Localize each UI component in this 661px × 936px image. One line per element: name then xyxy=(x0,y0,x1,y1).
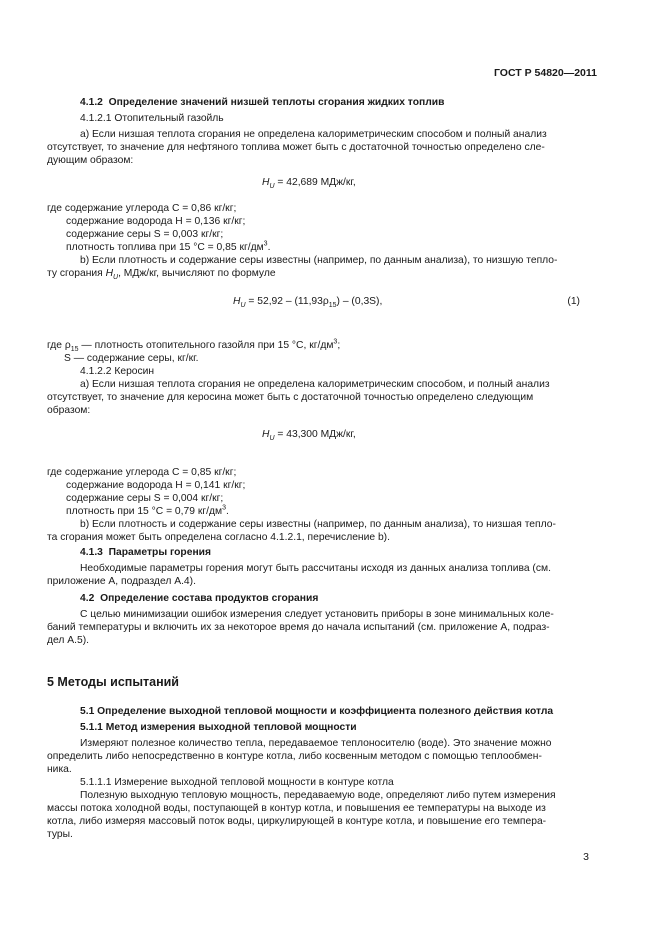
section-heading-4-1-2 xyxy=(80,97,444,109)
text: ; xyxy=(337,340,341,351)
paragraph-line: ника. xyxy=(47,764,72,775)
var-h: H xyxy=(233,296,241,307)
text: где ρ xyxy=(47,340,71,351)
where-line: S — содержание серы, кг/кг. xyxy=(64,353,199,364)
formula-value: = 42,689 МДж/кг, xyxy=(274,177,356,188)
subscript: 15 xyxy=(328,302,337,310)
text: , МДж/кг, вычисляют по формуле xyxy=(118,268,276,279)
superscript: 3 xyxy=(222,504,226,512)
paragraph-line: b) Если плотность и содержание серы известны (например, по данным анализа), то низшая тепло- xyxy=(80,519,556,530)
var-u-sub: U xyxy=(113,274,119,282)
section-heading-5-1-1: 5.1.1 Метод измерения выходной тепловой мощности xyxy=(80,722,357,733)
where-line xyxy=(66,242,270,254)
formula-hu-gasoil xyxy=(262,177,356,189)
heading-number: 4.1.2 xyxy=(80,97,103,108)
var-u-sub: U xyxy=(269,183,275,191)
paragraph-line: а) Если низшая теплота сгорания не определена калориметрическим способом, и полный анализ xyxy=(80,379,550,390)
period: . xyxy=(267,242,271,253)
heading-number: 4.1.3 xyxy=(80,547,103,558)
subscript: 15 xyxy=(70,346,79,354)
paragraph-line: определить либо непосредственно в контуре котла, либо косвенным методом с помощью теплообмен- xyxy=(47,751,542,762)
paragraph-line: Полезную выходную тепловую мощность, передаваемую воде, определяют либо путем измерения xyxy=(80,790,556,801)
where-line: содержание серы S = 0,003 кг/кг; xyxy=(66,229,224,240)
heading-text: Определение значений низшей теплоты сгорания жидких топлив xyxy=(108,97,445,108)
paragraph-line: дел А.5). xyxy=(47,635,90,646)
formula-value: = 43,300 МДж/кг, xyxy=(274,429,356,440)
paragraph-line: а) Если низшая теплота сгорания не определена калориметрическим способом и полный анализ xyxy=(80,129,547,140)
paragraph-line xyxy=(47,268,276,280)
section-heading-5-1: 5.1 Определение выходной тепловой мощности и коэффициента полезного действия котла xyxy=(80,706,554,717)
var-h: H xyxy=(105,268,114,279)
density-text: плотность при 15 °С = 0,79 кг/дм xyxy=(66,506,223,517)
paragraph-line: туры. xyxy=(47,829,73,840)
heading-text: Параметры горения xyxy=(108,547,211,558)
var-u-sub: U xyxy=(240,302,246,310)
paragraph-line: Необходимые параметры горения могут быть рассчитаны исходя из данных анализа топлива (см. xyxy=(80,563,551,574)
text: ту сгорания xyxy=(47,268,106,279)
var-u-sub: U xyxy=(269,435,275,443)
paragraph-line: приложение А, подраздел А.4). xyxy=(47,576,196,587)
paragraph-line: образом: xyxy=(47,405,91,416)
formula-1 xyxy=(233,296,382,308)
where-line: содержание серы S = 0,004 кг/кг; xyxy=(66,493,224,504)
paragraph-line: b) Если плотность и содержание серы известны (например, по данным анализа), то низшую тепло- xyxy=(80,255,558,266)
where-line: где содержание углерода С = 0,86 кг/кг; xyxy=(47,203,237,214)
page-number: 3 xyxy=(583,851,589,863)
paragraph-line: баний температуры и включить их за некоторое время до начала испытаний (см. приложение А, подраз- xyxy=(47,622,550,633)
formula-hu-kerosene xyxy=(262,429,356,441)
where-line: содержание водорода Н = 0,136 кг/кг; xyxy=(66,216,246,227)
formula-number: (1) xyxy=(567,296,580,307)
where-line: где содержание углерода С = 0,85 кг/кг; xyxy=(47,467,237,478)
subsection-4-1-2-1: 4.1.2.1 Отопительный газойль xyxy=(80,113,224,124)
subsection-4-1-2-2: 4.1.2.2 Керосин xyxy=(80,366,155,377)
section-heading-4-2 xyxy=(80,593,318,605)
var-h: H xyxy=(262,429,270,440)
formula-part: = 52,92 – (11,93ρ xyxy=(245,296,329,307)
paragraph-line: отсутствует, то значение для нефтяного топлива может быть с достаточной точностью определено сле- xyxy=(47,142,545,153)
formula-part: ) – (0,3S), xyxy=(336,296,383,307)
where-line xyxy=(47,340,340,352)
text: — плотность отопительного газойля при 15 °С, кг/дм xyxy=(78,340,334,351)
section-heading-4-1-3 xyxy=(80,547,211,559)
document-code: ГОСТ Р 54820—2011 xyxy=(493,67,597,79)
heading-text: Определение состава продуктов сгорания xyxy=(100,593,319,604)
paragraph-line: котла, либо измеряя массовый поток воды, циркулирующей в контуре котла, и повышение его темпера- xyxy=(47,816,547,827)
period: . xyxy=(225,506,229,517)
density-text: плотность топлива при 15 °С = 0,85 кг/дм xyxy=(66,242,264,253)
paragraph-line: массы потока холодной воды, поступающей в контур котла, и повышения ее температуры на выходе из xyxy=(47,803,546,814)
paragraph-line: дующим образом: xyxy=(47,155,134,166)
section-heading-5: 5 Методы испытаний xyxy=(47,675,179,689)
paragraph-line: С целью минимизации ошибок измерения следует установить приборы в зоне минимальных коле- xyxy=(80,609,554,620)
subsection-5-1-1-1: 5.1.1.1 Измерение выходной тепловой мощности в контуре котла xyxy=(80,777,394,788)
where-line xyxy=(66,506,229,518)
paragraph-line: та сгорания может быть определена согласно 4.1.2.1, перечисление b). xyxy=(47,532,390,543)
paragraph-line: отсутствует, то значение для керосина может быть с достаточной точностью определено следующим xyxy=(47,392,534,403)
superscript: 3 xyxy=(333,338,338,346)
where-line: содержание водорода Н = 0,141 кг/кг; xyxy=(66,480,246,491)
var-h: H xyxy=(262,177,270,188)
superscript: 3 xyxy=(263,240,268,248)
paragraph-line: Измеряют полезное количество тепла, передаваемое теплоносителю (воде). Это значение можно xyxy=(80,738,552,749)
heading-number: 4.2 xyxy=(80,593,95,604)
